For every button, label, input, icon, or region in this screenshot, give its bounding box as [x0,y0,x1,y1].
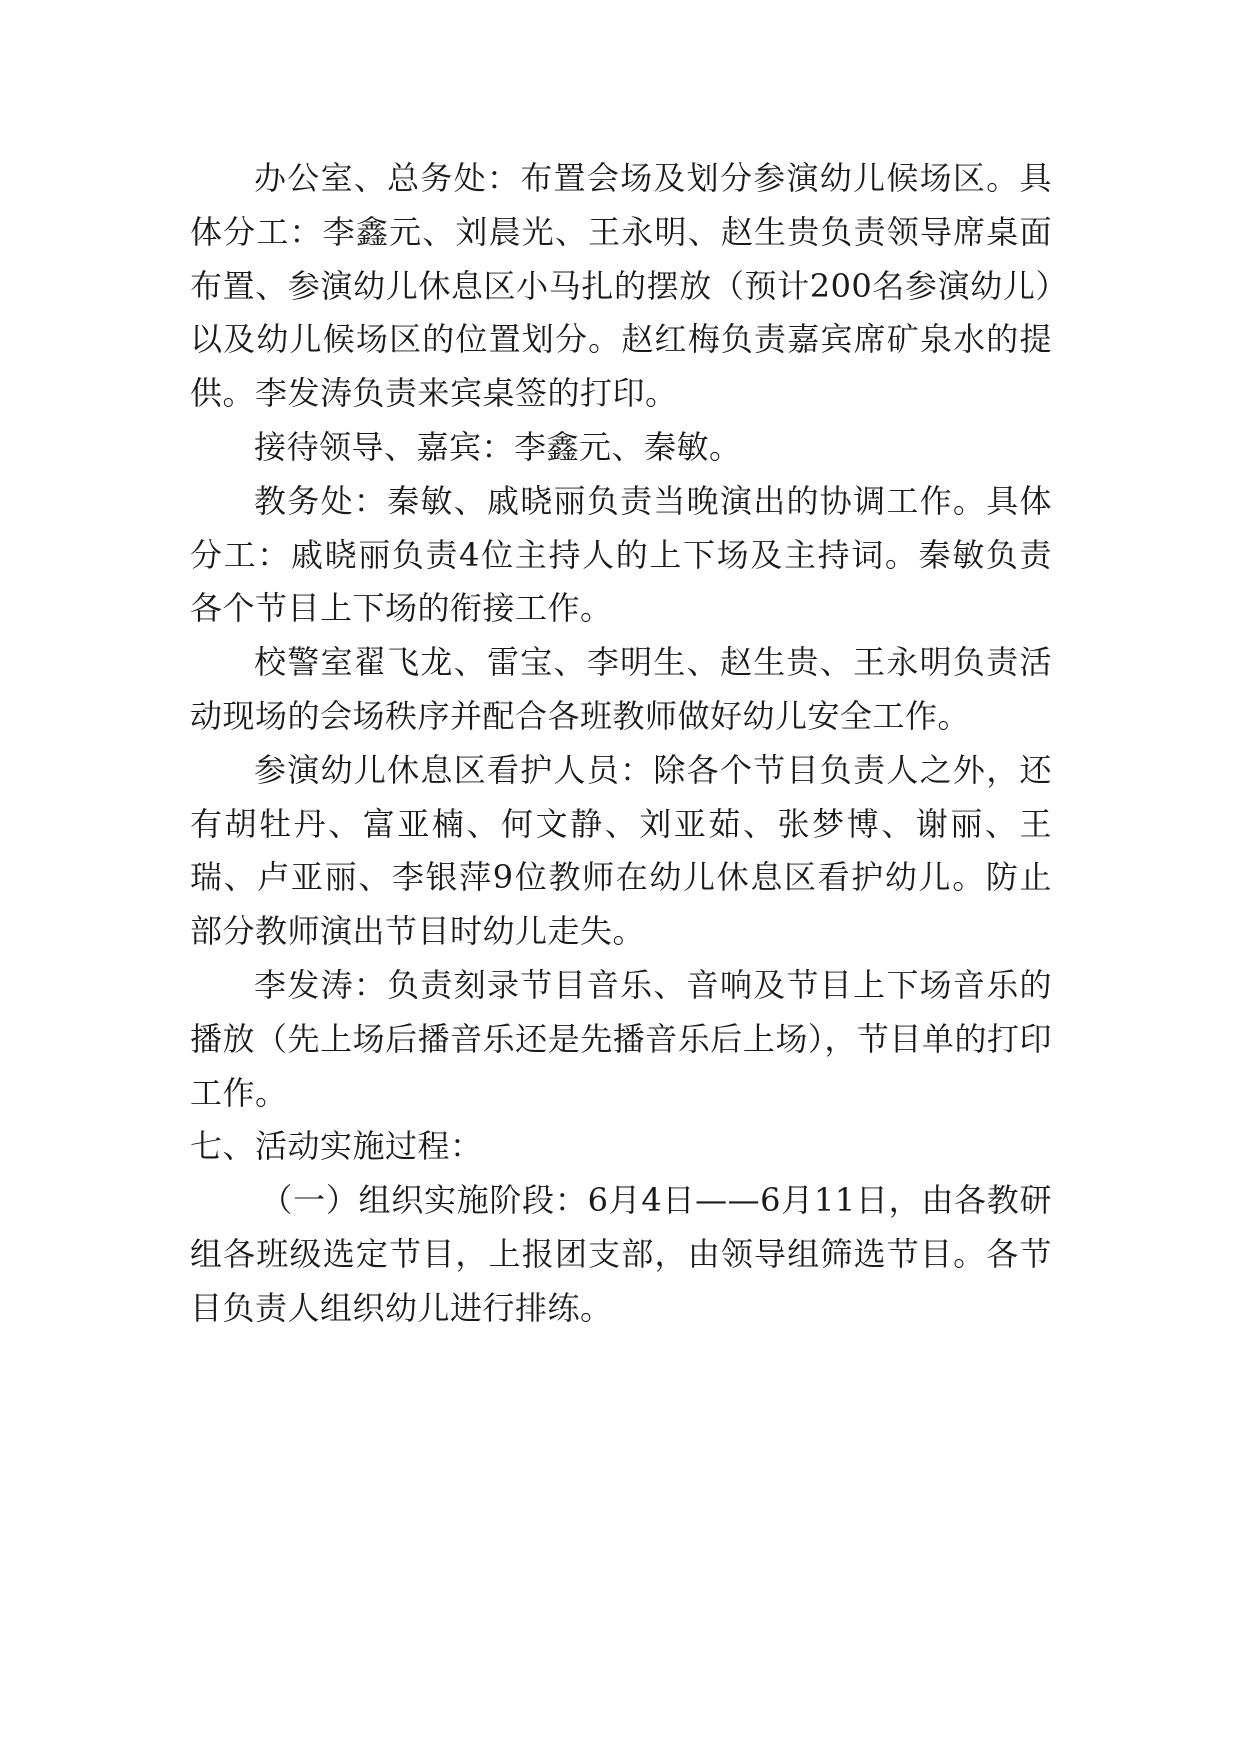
document-body [190,152,1052,1336]
paragraph-security: 校警室翟飞龙、雷宝、李明生、赵生贵、王永明负责活动现场的会场秩序并配合各班教师做好幼儿安全工作。 [190,643,1052,735]
paragraph-audio: 李发涛：负责刻录节目音乐、音响及节目上下场音乐的播放（先上场后播音乐还是先播音乐后上场），节目单的打印工作。 [190,965,1052,1112]
paragraph-academic-affairs: 教务处：秦敏、戚晓丽负责当晚演出的协调工作。具体分工：戚晓丽负责4位主持人的上下场及主持词。秦敏负责各个节目上下场的衔接工作。 [190,481,1052,628]
section-heading: 七、活动实施过程： [190,1127,483,1166]
paragraph-implementation-stage: （一）组织实施阶段：6月4日——6月11日，由各教研组各班级选定节目，上报团支部，由领导组筛选节目。各节目负责人组织幼儿进行排练。 [190,1181,1052,1327]
paragraph-reception: 接待领导、嘉宾：李鑫元、秦敏。 [254,427,742,466]
paragraph-office-logistics: 办公室、总务处：布置会场及划分参演幼儿候场区。具体分工：李鑫元、刘晨光、王永明、赵生贵负责领导席桌面布置、参演幼儿休息区小马扎的摆放（预计200名参演幼儿）以及幼儿候场区的位置划分。赵红梅负责嘉宾席矿泉水的提供。李发涛负责来宾桌签的打印。 [190,159,1052,413]
paragraph-caretakers: 参演幼儿休息区看护人员：除各个节目负责人之外，还有胡牡丹、富亚楠、何文静、刘亚茹、张梦博、谢丽、王瑞、卢亚丽、李银萍9位教师在幼儿休息区看护幼儿。防止部分教师演出节目时幼儿走失。 [190,750,1052,951]
